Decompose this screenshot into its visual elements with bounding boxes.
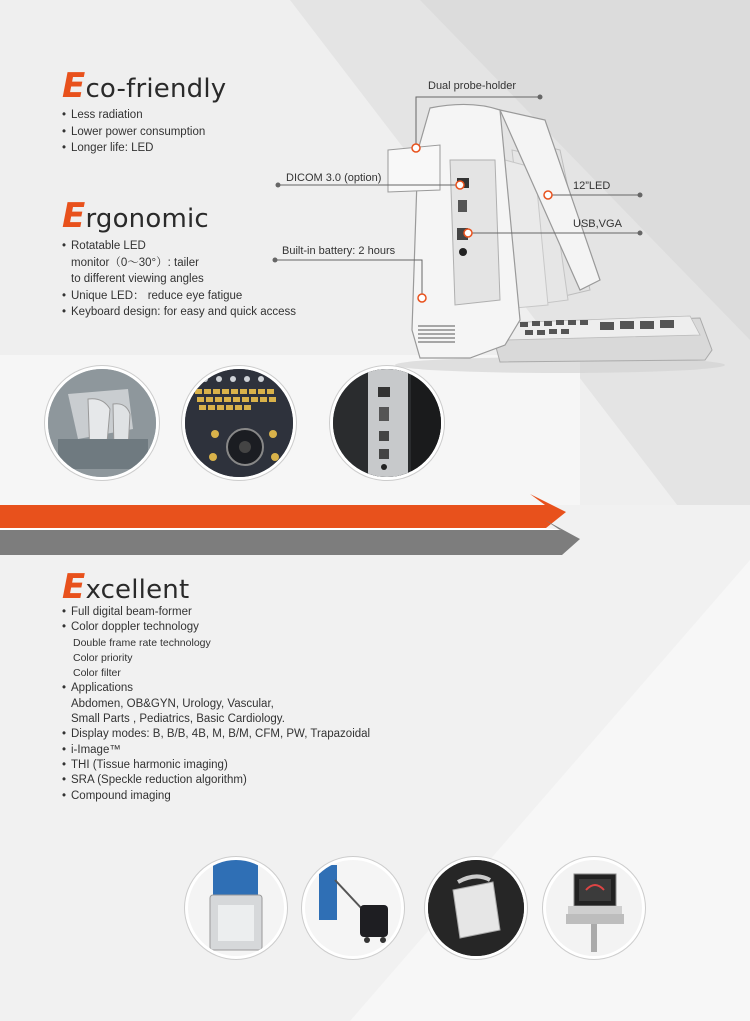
excellent-list-item: • Applications [62,681,370,696]
callout-led: 12”LED [573,180,611,192]
thumb-carry-handle [185,857,287,959]
ergonomic-list-item: • Unique LED： reduce eye fatigue [62,288,296,305]
ergonomic-list-item: • Rotatable LED [62,238,296,255]
excellent-heading: Excellent [62,567,190,607]
eco-list-item: • Less radiation [62,107,205,124]
excellent-list-item: Color priority [73,651,133,664]
excellent-list-item: Abdomen, OB&GYN, Urology, Vascular, [71,697,274,710]
ergonomic-heading: Ergonomic [62,196,209,236]
eco-friendly-heading: Eco-friendly [62,66,227,106]
excellent-list-item: • Full digital beam-former [62,605,370,620]
callout-battery: Built-in battery: 2 hours [282,245,396,257]
thumb-keyboard [182,366,296,480]
thumb-device-on-cart [543,857,645,959]
excellent-list-item: Small Parts , Pediatrics, Basic Cardiology. [71,713,285,726]
thumb-probe-holder [45,366,159,480]
ergonomic-list-item: monitor（0～30°）: tailer [71,256,199,269]
ergonomic-list [62,238,296,321]
excellent-list-item: Double frame rate technology [73,636,211,649]
eco-friendly-list [62,107,205,157]
thumb-device-closed [425,857,527,959]
excellent-list-item: • Color doppler technology [62,620,370,635]
excellent-list-item: • Display modes: B, B/B, 4B, M, B/M, CFM, PW, Trapazoidal [62,727,370,742]
excellent-list-item: • Compound imaging [62,789,370,804]
excellent-list-item: • THI (Tissue harmonic imaging) [62,758,370,773]
thumb-trolley-bag [302,857,404,959]
stripe-gap [0,528,562,530]
excellent-list [62,605,370,804]
ergonomic-list-item: to different viewing angles [71,273,204,285]
eco-list-item: • Longer life: LED [62,140,205,157]
excellent-list-item: • i-Image™ [62,743,370,758]
callout-usb-vga: USB,VGA [573,218,622,230]
excellent-list-item: Color filter [73,667,121,680]
eco-list-item: • Lower power consumption [62,124,205,141]
callout-dicom: DICOM 3.0 (option) [286,172,382,184]
excellent-list-item: • SRA (Speckle reduction algorithm) [62,773,370,788]
callout-probe-holder: Dual probe-holder [428,80,517,92]
ergonomic-list-item: • Keyboard design: for easy and quick access [62,304,296,321]
thumb-ports [330,366,444,480]
